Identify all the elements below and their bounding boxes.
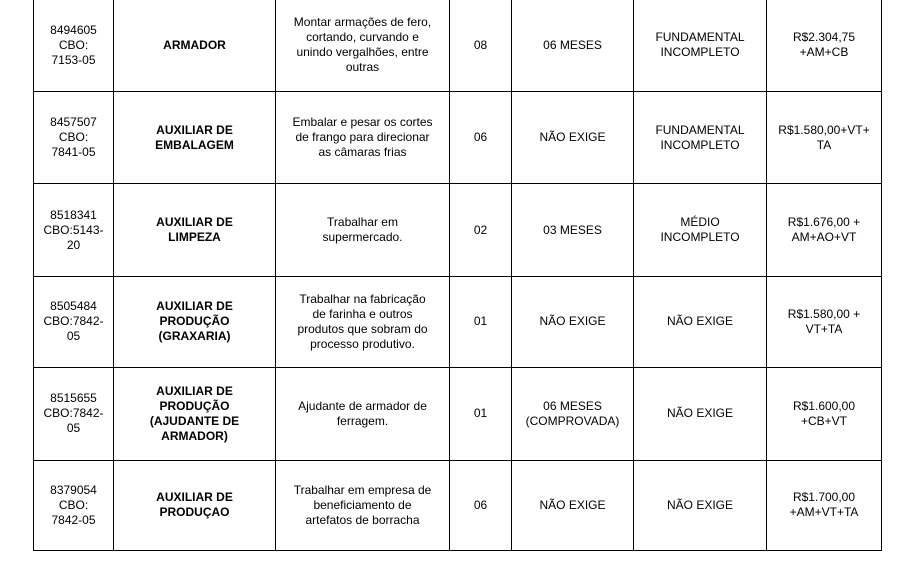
job-description-line: produtos que sobram do — [297, 321, 428, 336]
job-title-line: AUXILIAR DE — [156, 215, 233, 230]
education-line: INCOMPLETO — [660, 137, 740, 152]
job-description-line: cortando, curvando e — [306, 30, 419, 45]
vacancy-code-cell — [34, 460, 114, 550]
job-title-cell — [114, 368, 276, 460]
vacancy-code-line: 20 — [66, 237, 81, 252]
job-title-cell — [114, 460, 276, 550]
vacancies-count-cell: 01 — [450, 368, 512, 460]
vacancy-code-line: 8515655 — [50, 391, 97, 406]
vacancy-code-line: CBO: — [58, 497, 89, 512]
job-title-line: AUXILIAR DE — [156, 122, 233, 137]
education-cell — [634, 184, 767, 276]
salary-line: R$2.304,75 — [792, 30, 856, 45]
table-row — [34, 276, 882, 367]
salary-line: VT+TA — [805, 321, 843, 336]
salary-cell — [767, 276, 882, 367]
job-description-cell — [276, 0, 450, 91]
experience-cell — [512, 184, 634, 276]
vacancy-code-line: CBO:7842- — [43, 314, 104, 329]
experience-line: NÃO EXIGE — [539, 497, 606, 512]
vacancy-code-line: 7841-05 — [51, 145, 96, 160]
vacancy-code-cell — [34, 184, 114, 276]
education-cell — [634, 91, 767, 183]
job-description-line: Montar armações de fero, — [293, 15, 432, 30]
experience-cell — [512, 0, 634, 91]
vacancy-code-line: 8505484 — [50, 299, 97, 314]
vacancy-code-line: CBO:5143- — [43, 222, 104, 237]
education-line: FUNDAMENTAL — [655, 30, 745, 45]
job-description-cell — [276, 91, 450, 183]
vacancy-code-line: 05 — [66, 421, 81, 436]
salary-line: AM+AO+VT — [791, 230, 857, 245]
vacancy-code-cell — [34, 368, 114, 460]
vacancy-code-line: CBO: — [58, 37, 89, 52]
job-description-line: unindo vergalhões, entre — [296, 45, 429, 60]
vacancy-code-cell — [34, 276, 114, 367]
experience-line: (COMPROVADA) — [525, 413, 620, 428]
job-description-cell — [276, 460, 450, 550]
job-description-line: de farinha e outros — [312, 306, 413, 321]
experience-cell — [512, 460, 634, 550]
job-title-line: AUXILIAR DE — [156, 490, 233, 505]
education-line: NÃO EXIGE — [666, 314, 734, 329]
job-title-line: EMBALAGEM — [155, 137, 234, 152]
table-body — [34, 0, 882, 551]
job-description-line: ferragem. — [336, 413, 389, 428]
job-title-line: AUXILIAR DE — [156, 299, 233, 314]
education-line: NÃO EXIGE — [666, 406, 734, 421]
salary-line: +AM+CB — [799, 45, 849, 60]
salary-cell — [767, 91, 882, 183]
salary-cell — [767, 184, 882, 276]
education-cell — [634, 276, 767, 367]
vacancy-code-cell — [34, 0, 114, 91]
experience-cell — [512, 91, 634, 183]
experience-line: NÃO EXIGE — [539, 314, 606, 329]
vacancies-count-cell: 08 — [450, 0, 512, 91]
job-title-line: ARMADOR — [163, 37, 226, 52]
salary-line: R$1.600,00 — [792, 398, 856, 413]
job-description-cell — [276, 276, 450, 367]
experience-line: 06 MESES — [543, 37, 602, 52]
job-description-cell — [276, 368, 450, 460]
table-row — [34, 0, 882, 91]
education-cell — [634, 0, 767, 91]
job-title-line: LIMPEZA — [168, 230, 221, 245]
vacancy-code-cell — [34, 91, 114, 183]
job-title-cell — [114, 184, 276, 276]
vacancy-code-line: 8518341 — [50, 207, 97, 222]
job-title-cell — [114, 91, 276, 183]
experience-cell — [512, 368, 634, 460]
job-title-line: AUXILIAR DE — [156, 383, 233, 398]
job-description-line: artefatos de borracha — [305, 512, 420, 527]
job-description-line: Trabalhar em — [327, 215, 398, 230]
salary-cell — [767, 0, 882, 91]
experience-line: NÃO EXIGE — [539, 130, 606, 145]
salary-line: +AM+VT+TA — [789, 505, 859, 520]
vacancy-code-line: 05 — [66, 329, 81, 344]
job-title-line: PRODUÇAO — [159, 505, 230, 520]
job-title-line: (AJUDANTE DE — [149, 413, 240, 428]
vacancy-code-line: CBO:7842- — [43, 406, 104, 421]
experience-line: 06 MESES — [543, 398, 602, 413]
education-cell — [634, 460, 767, 550]
job-description-line: supermercado. — [322, 230, 403, 245]
vacancy-code-line: 8379054 — [50, 482, 97, 497]
salary-line: +CB+VT — [800, 413, 848, 428]
vacancy-code-line: 8457507 — [50, 115, 97, 130]
salary-line: R$1.700,00 — [792, 490, 856, 505]
job-description-line: processo produtivo. — [310, 336, 415, 351]
education-line: FUNDAMENTAL — [655, 122, 745, 137]
experience-cell — [512, 276, 634, 367]
job-description-line: Ajudante de armador de — [298, 398, 427, 413]
job-description-line: Trabalhar em empresa de — [293, 482, 432, 497]
salary-line: TA — [816, 137, 832, 152]
job-description-line: as câmaras frias — [318, 145, 407, 160]
job-description-cell — [276, 184, 450, 276]
vacancies-count-cell: 06 — [450, 460, 512, 550]
vacancies-count-cell: 06 — [450, 91, 512, 183]
job-title-line: PRODUÇÃO — [159, 314, 230, 329]
salary-line: R$1.580,00 + — [787, 306, 861, 321]
job-title-line: ARMADOR) — [161, 428, 228, 443]
vacancies-count-cell: 02 — [450, 184, 512, 276]
vacancies-count-cell: 01 — [450, 276, 512, 367]
salary-line: R$1.580,00+VT+ — [778, 122, 870, 137]
job-description-line: Embalar e pesar os cortes — [292, 115, 433, 130]
vacancy-code-line: 7842-05 — [51, 512, 96, 527]
table-row — [34, 368, 882, 460]
vacancy-code-line: CBO: — [58, 130, 89, 145]
experience-line: 03 MESES — [543, 222, 602, 237]
job-title-line: (GRAXARIA) — [158, 329, 231, 344]
education-cell — [634, 368, 767, 460]
job-vacancies-table — [33, 0, 882, 551]
salary-line: R$1.676,00 + — [787, 215, 861, 230]
salary-cell — [767, 460, 882, 550]
job-description-line: outras — [345, 60, 380, 75]
job-title-cell — [114, 0, 276, 91]
vacancy-code-line: 8494605 — [50, 22, 97, 37]
table-row — [34, 460, 882, 550]
education-line: INCOMPLETO — [660, 230, 740, 245]
table-row — [34, 184, 882, 276]
education-line: NÃO EXIGE — [666, 497, 734, 512]
job-description-line: de frango para direcionar — [295, 130, 430, 145]
job-title-cell — [114, 276, 276, 367]
education-line: INCOMPLETO — [660, 45, 740, 60]
vacancy-code-line: 7153-05 — [51, 52, 96, 67]
education-line: MÉDIO — [680, 215, 720, 230]
job-title-line: PRODUÇÃO — [159, 398, 230, 413]
table-row — [34, 91, 882, 183]
job-description-line: Trabalhar na fabricação — [299, 291, 426, 306]
job-description-line: beneficiamento de — [313, 497, 412, 512]
salary-cell — [767, 368, 882, 460]
